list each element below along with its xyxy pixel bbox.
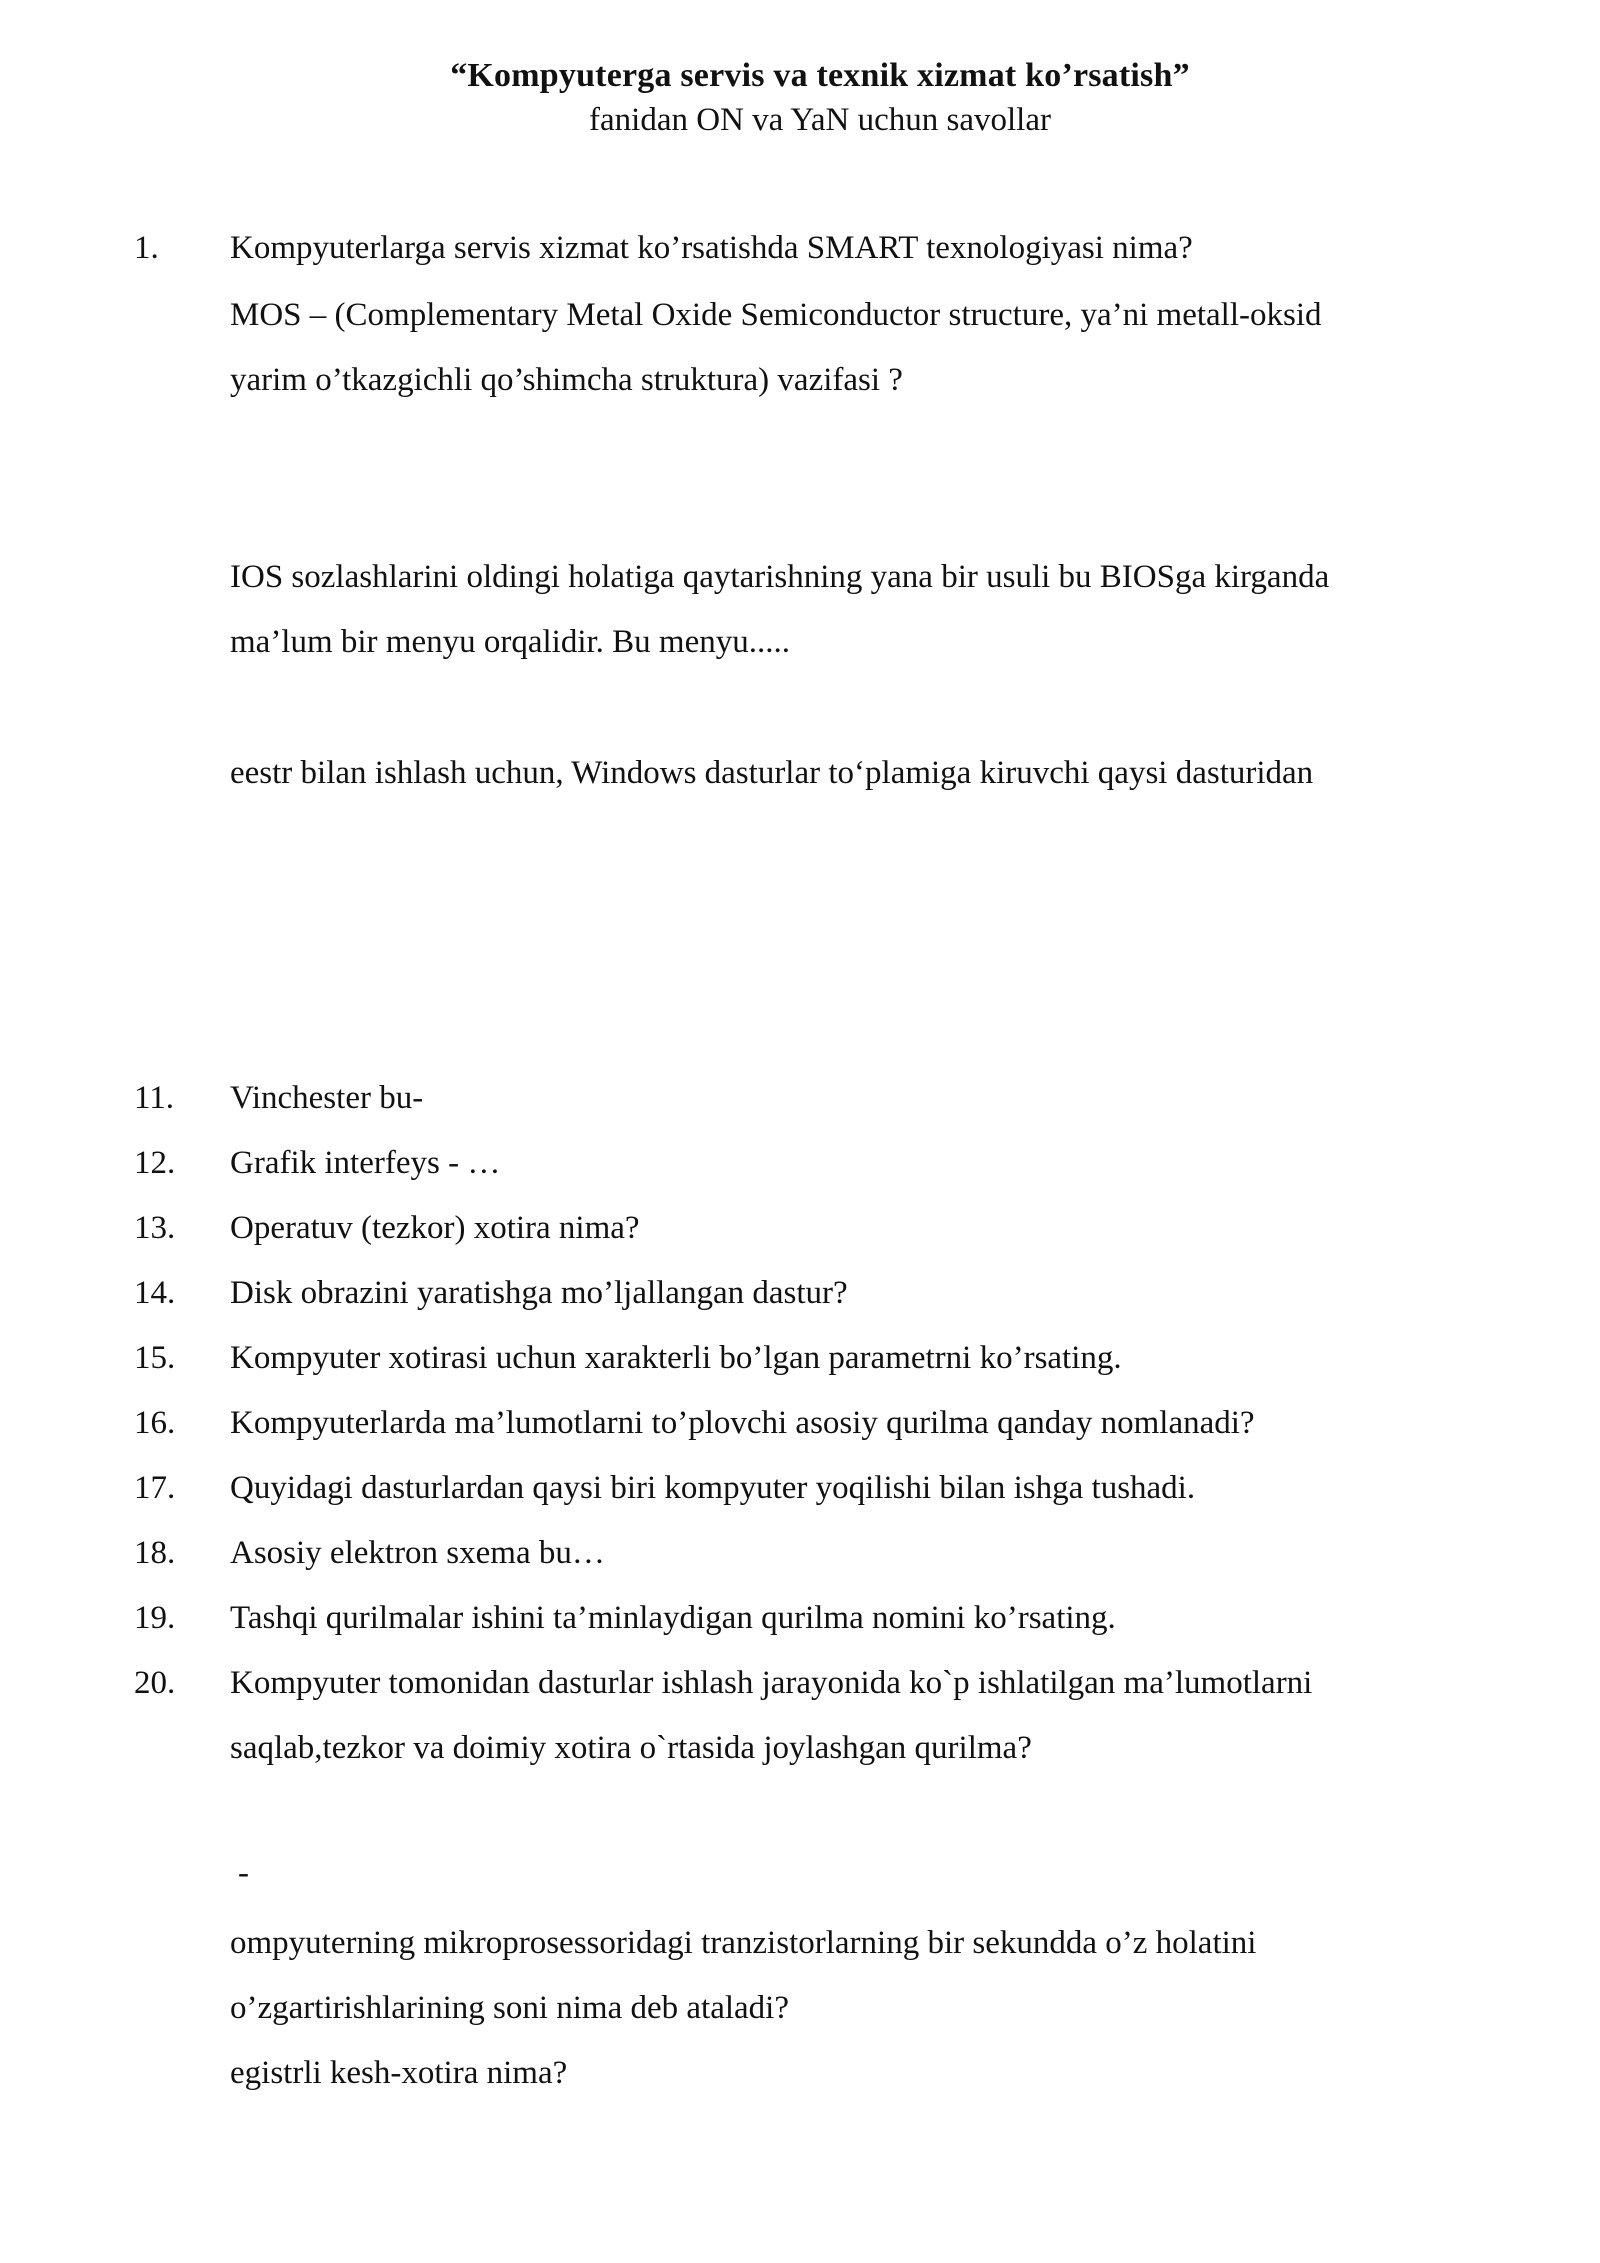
question-number-20: 20. xyxy=(134,1665,176,1701)
question-text-16: Kompyuterlarda ma’lumotlarni to’plovchi asosiy qurilma qanday nomlanadi? xyxy=(230,1405,1255,1441)
question-number-11: 11. xyxy=(134,1080,175,1116)
registr-question-line: egistrli kesh-xotira nima? xyxy=(230,2055,568,2091)
question-text-14: Disk obrazini yaratishga mo’ljallangan dastur? xyxy=(230,1275,848,1311)
question-text-12: Grafik interfeys - … xyxy=(230,1145,501,1181)
document-title: “Kompyuterga servis va texnik xizmat ko’rsatish” xyxy=(450,57,1190,94)
question-text-17: Quyidagi dasturlardan qaysi biri kompyuter yoqilishi bilan ishga tushadi. xyxy=(230,1470,1196,1506)
question-number-13: 13. xyxy=(134,1210,176,1246)
question-text-18: Asosiy elektron sxema bu… xyxy=(230,1535,605,1571)
question-text-20-line-2: saqlab,tezkor va doimiy xotira o`rtasida joylashgan qurilma? xyxy=(230,1730,1032,1766)
question-number-15: 15. xyxy=(134,1340,176,1376)
question-text-1: Kompyuterlarga servis xizmat ko’rsatishda SMART texnologiyasi nima? xyxy=(230,230,1193,266)
question-number-14: 14. xyxy=(134,1275,176,1311)
mos-question-line-2: yarim o’tkazgichli qo’shimcha struktura) vazifasi ? xyxy=(230,362,903,398)
question-number-12: 12. xyxy=(134,1145,176,1181)
question-text-15: Kompyuter xotirasi uchun xarakterli bo’lgan parametrni ko’rsating. xyxy=(230,1340,1122,1376)
mikro-question-line-1: ompyuterning mikroprosessoridagi tranzistorlarning bir sekundda o’z holatini xyxy=(230,1925,1257,1961)
question-number-18: 18. xyxy=(134,1535,176,1571)
question-number-1: 1. xyxy=(134,230,159,266)
reestr-question-line: eestr bilan ishlash uchun, Windows dasturlar to‘plamiga kiruvchi qaysi dasturidan xyxy=(230,755,1314,791)
question-text-19: Tashqi qurilmalar ishini ta’minlaydigan qurilma nomini ko’rsating. xyxy=(230,1600,1116,1636)
question-text-13: Operatuv (tezkor) xotira nima? xyxy=(230,1210,640,1246)
ios-question-line-2: ma’lum bir menyu orqalidir. Bu menyu..... xyxy=(230,624,791,660)
question-number-16: 16. xyxy=(134,1405,176,1441)
question-text-20-line-1: Kompyuter tomonidan dasturlar ishlash jarayonida ko`p ishlatilgan ma’lumotlarni xyxy=(230,1665,1313,1701)
mikro-question-line-2: o’zgartirishlarining soni nima deb ataladi? xyxy=(230,1990,789,2026)
question-text-11: Vinchester bu- xyxy=(230,1080,424,1116)
dash-marker: - xyxy=(238,1855,249,1891)
document-subtitle: fanidan ON va YaN uchun savollar xyxy=(589,102,1051,138)
ios-question-line-1: IOS sozlashlarini oldingi holatiga qaytarishning yana bir usuli bu BIOSga kirganda xyxy=(230,559,1330,595)
mos-question-line-1: MOS – (Complementary Metal Oxide Semiconductor structure, ya’ni metall-oksid xyxy=(230,297,1322,333)
question-number-19: 19. xyxy=(134,1600,176,1636)
question-number-17: 17. xyxy=(134,1470,176,1506)
